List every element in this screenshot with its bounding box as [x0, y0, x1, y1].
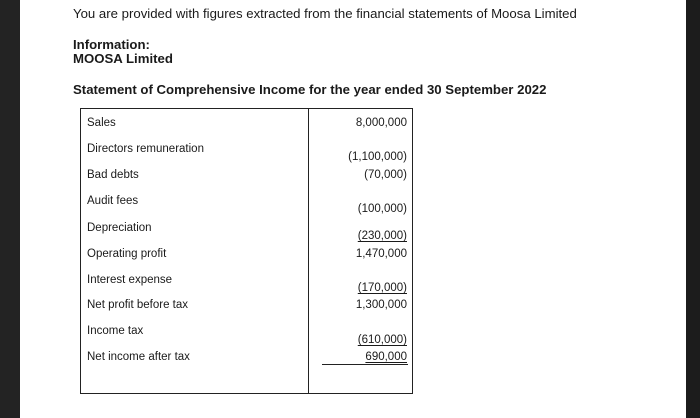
row-label-interest-expense: Interest expense	[87, 274, 173, 286]
row-label-net-profit-before-tax: Net profit before tax	[87, 299, 188, 311]
row-value-interest-expense: (170,000)	[357, 282, 407, 294]
information-label: Information:	[73, 37, 150, 52]
left-screen-edge	[0, 0, 20, 418]
row-label-audit-fees: Audit fees	[87, 195, 139, 207]
row-label-income-tax: Income tax	[87, 325, 144, 337]
row-value-sales: 8,000,000	[355, 117, 407, 129]
total-underline	[322, 364, 408, 365]
row-label-bad-debts: Bad debts	[87, 169, 139, 181]
row-value-directors-remuneration: (1,100,000)	[348, 151, 407, 163]
row-value-bad-debts: (70,000)	[364, 169, 407, 181]
table-column-divider	[308, 108, 309, 394]
row-label-operating-profit: Operating profit	[87, 248, 167, 260]
row-label-directors-remuneration: Directors remuneration	[87, 143, 204, 155]
intro-text: You are provided with figures extracted from the financial statements of Moosa Limited	[73, 6, 577, 21]
statement-title: Statement of Comprehensive Income for the year ended 30 September 2022	[73, 82, 547, 97]
row-label-net-income-after-tax: Net income after tax	[87, 351, 190, 363]
row-label-sales: Sales	[87, 117, 116, 129]
row-value-net-profit-before-tax: 1,300,000	[355, 299, 407, 311]
row-value-net-income-after-tax: 690,000	[365, 351, 407, 363]
row-value-income-tax: (610,000)	[357, 334, 407, 346]
row-label-depreciation: Depreciation	[87, 222, 152, 234]
right-screen-edge	[686, 0, 700, 418]
row-value-operating-profit: 1,470,000	[355, 248, 407, 260]
row-value-depreciation: (230,000)	[357, 230, 407, 242]
row-value-audit-fees: (100,000)	[357, 203, 407, 215]
company-name: MOOSA Limited	[73, 51, 173, 66]
